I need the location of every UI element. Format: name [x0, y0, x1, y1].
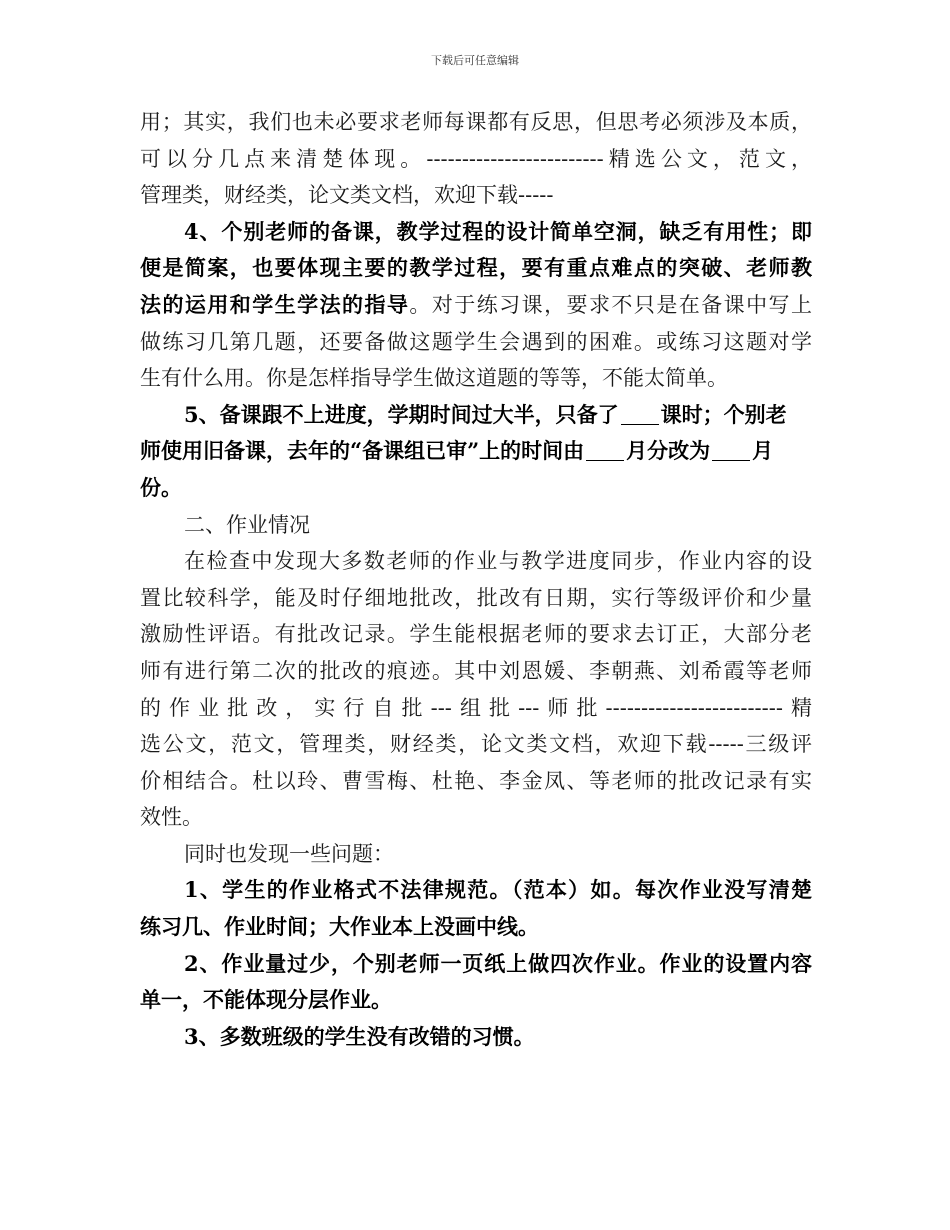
text-line: 可以分几点来清楚体现。-------------------------精选公文，范文， — [140, 146, 812, 171]
text-line: 同时也发现一些问题： — [184, 841, 394, 866]
text-line: 份。 — [140, 474, 182, 500]
text-span: 月 — [752, 438, 774, 464]
section-heading: 二、作业情况 — [184, 512, 310, 537]
text-line: 练习几、作业时间；大作业本上没画中线。 — [140, 914, 539, 940]
text-line — [140, 433, 812, 470]
text-span: 课时；个别老 — [660, 401, 787, 427]
bold-span: 法的运用和学生学法的指导 — [140, 291, 410, 317]
text-line: 2、作业量过少，个别老师一页纸上做四次作业。作业的设置内容 — [184, 950, 812, 976]
page-header: 下载后可任意编辑 — [431, 54, 519, 67]
text-line — [140, 397, 812, 434]
document-body — [140, 104, 812, 1055]
text-line: 的作业批改，实行自批---组批---师批-------------------------精 — [140, 695, 812, 720]
blank-underline — [586, 439, 624, 461]
text-line: 在检查中发现大多数老师的作业与教学进度同步，作业内容的设 — [184, 549, 812, 574]
text-line: 选公文，范文，管理类，财经类，论文类文档，欢迎下载-----三级评 — [140, 732, 812, 757]
text-line: 4、个别老师的备课，教学过程的设计简单空洞，缺乏有用性；即 — [184, 218, 812, 244]
text-span: 5、备课跟不上进度，学期时间过大半，只备了 — [184, 401, 619, 427]
blank-underline — [621, 403, 659, 425]
text-line: 做练习几第几题，还要备做这题学生会遇到的困难。或练习这题对学 — [140, 329, 812, 354]
text-line: 1、学生的作业格式不法律规范。（范本）如。每次作业没写清楚 — [184, 877, 812, 903]
text-line: 激励性评语。有批改记录。学生能根据老师的要求去订正，大部分老 — [140, 622, 812, 647]
text-line: 价相结合。杜以玲、曹雪梅、杜艳、李金凤、等老师的批改记录有实 — [140, 768, 812, 793]
text-line: 3、多数班级的学生没有改错的习惯。 — [184, 1023, 535, 1049]
text-line — [140, 287, 812, 324]
blank-underline — [712, 439, 750, 461]
text-span: 月分改为 — [626, 438, 711, 464]
text-span: 。对于练习课，要求不只是在备课中写上 — [409, 292, 813, 317]
text-line: 用；其实，我们也未必要求老师每课都有反思，但思考必须涉及本质， — [140, 110, 812, 134]
text-line: 便是简案，也要体现主要的教学过程，要有重点难点的突破、老师教 — [140, 255, 812, 281]
text-line: 单一，不能体现分层作业。 — [140, 987, 392, 1013]
text-span: 师使用旧备课，去年的“备课组已审”上的时间由 — [140, 438, 585, 464]
text-line: 效性。 — [140, 805, 203, 830]
text-line: 管理类，财经类，论文类文档，欢迎下载----- — [140, 183, 554, 208]
text-line: 生有什么用。你是怎样指导学生做这道题的等等，不能太简单。 — [140, 366, 728, 391]
text-line: 置比较科学，能及时仔细地批改，批改有日期，实行等级评价和少量 — [140, 585, 812, 610]
text-line: 师有进行第二次的批改的痕迹。其中刘恩媛、李朝燕、刘希霞等老师 — [140, 658, 812, 683]
